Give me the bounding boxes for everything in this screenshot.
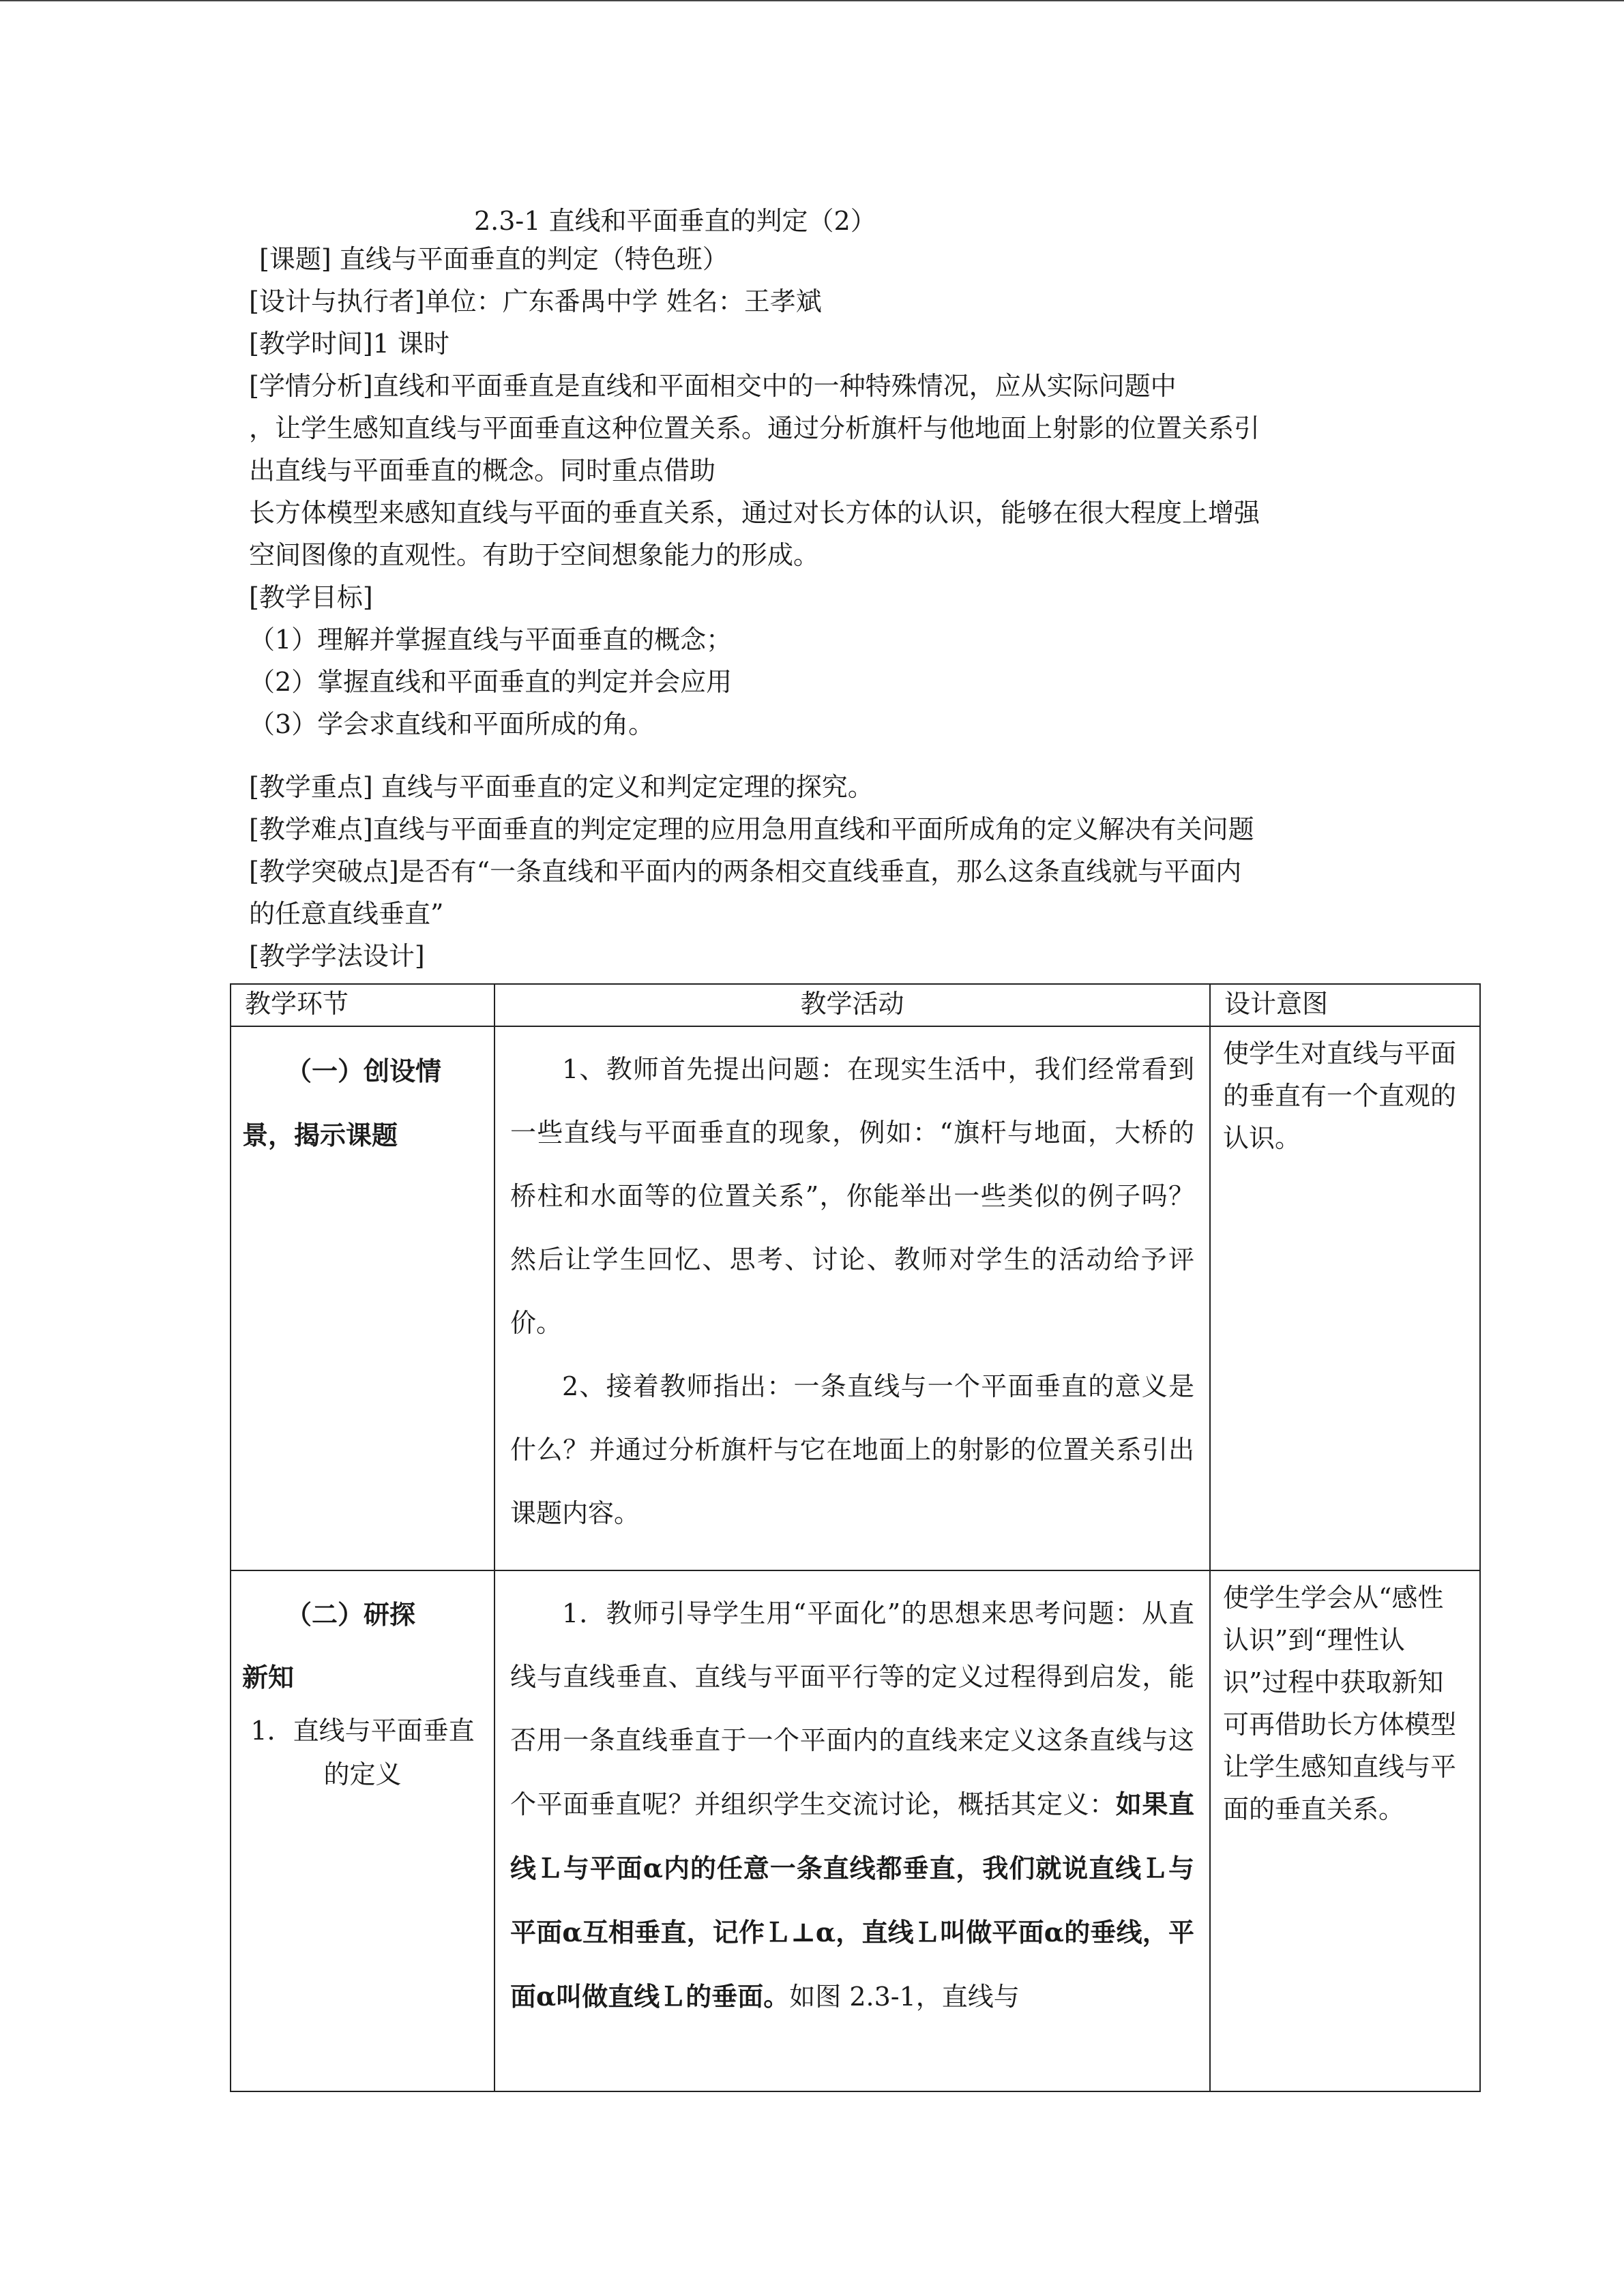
difficulty: [教学难点]直线与平面垂直的判定定理的应用急用直线和平面所成角的定义解决有关问题 (249, 814, 1254, 844)
goal-item: （2）掌握直线和平面垂直的判定并会应用 (249, 667, 733, 697)
activity-cell (494, 1570, 1210, 2091)
stage-cell (231, 1570, 494, 2091)
method-heading: [教学学法设计] (249, 941, 425, 971)
breakthrough-line: [教学突破点]是否有“一条直线和平面内的两条相交直线垂直，那么这条直线就与平面内 (249, 856, 1242, 886)
table-row (231, 1026, 1480, 1570)
analysis-line: ，让学生感知直线与平面垂直这种位置关系。通过分析旗杆与他地面上射影的位置关系引 (249, 413, 1260, 443)
header-intent: 设计意图 (1210, 984, 1480, 1026)
key-point: [教学重点] 直线与平面垂直的定义和判定定理的探究。 (249, 772, 874, 802)
activity-paragraph: 2、接着教师指出：一条直线与一个平面垂直的意义是什么？并通过分析旗杆与它在地面上的射影的位置关系引出课题内容。 (510, 1371, 1194, 1528)
stage-cell (231, 1026, 494, 1570)
header-activity: 教学活动 (494, 984, 1210, 1026)
analysis-line: 出直线与平面垂直的概念。同时重点借助 (249, 456, 716, 486)
definition-text: 如果直线Ｌ与平面α内的任意一条直线都垂直，我们就说直线Ｌ与平面α互相垂直，记作Ｌ⊥α，直线Ｌ叫做平面α的垂线，平面α叫做直线Ｌ的垂面。 (510, 1789, 1194, 2012)
table-header-row (231, 984, 1480, 1026)
analysis-line: 空间图像的直观性。有助于空间想象能力的形成。 (249, 540, 820, 570)
analysis-line: 长方体模型来感知直线与平面的垂直关系，通过对长方体的认识，能够在很大程度上增强 (249, 498, 1260, 528)
breakthrough-line: 的任意直线垂直” (249, 899, 444, 929)
page-title: 2.3-1 直线和平面垂直的判定（2） (474, 206, 876, 236)
table-row (231, 1570, 1480, 2091)
stage-title: （二）研探 新知 (242, 1599, 416, 1693)
intent-cell: 使学生学会从“感性认识”到“理性认识”过程中获取新知可再借助长方体模型让学生感知直线与平面的垂直关系。 (1210, 1570, 1480, 2091)
analysis-line: [学情分析]直线和平面垂直是直线和平面相交中的一种特殊情况，应从实际问题中 (249, 371, 1177, 401)
goal-item: （3）学会求直线和平面所成的角。 (249, 709, 655, 739)
teaching-time: [教学时间]1 课时 (249, 329, 449, 359)
header-stage: 教学环节 (231, 984, 494, 1026)
activity-paragraph: 1、教师首先提出问题：在现实生活中，我们经常看到一些直线与平面垂直的现象，例如：“旗杆与地面，大桥的桥柱和水面等的位置关系”，你能举出一些类似的例子吗？然后让学生回忆、思考、讨论、教师对学生的活动给予评价。 (510, 1054, 1194, 1338)
goals-heading: [教学目标] (249, 582, 373, 612)
lesson-plan-table (230, 983, 1481, 2092)
stage-title: （一）创设情 景，揭示课题 (242, 1056, 442, 1150)
stage-subtitle: 1．直线与平面垂直的定义 (250, 1716, 475, 1789)
goal-item: （1）理解并掌握直线与平面垂直的概念； (249, 625, 733, 655)
lesson-topic: [课题] 直线与平面垂直的判定（特色班） (259, 244, 728, 274)
activity-cell (494, 1026, 1210, 1570)
designer-info: [设计与执行者]单位：广东番禺中学 姓名：王孝斌 (249, 286, 822, 316)
intent-cell: 使学生对直线与平面的垂直有一个直观的认识。 (1210, 1026, 1480, 1570)
page-top-border (0, 0, 1624, 1)
activity-paragraph: 1．教师引导学生用“平面化”的思想来思考问题：从直线与直线垂直、直线与平面平行等的定义过程得到启发，能否用一条直线垂直于一个平面内的直线来定义这条直线与这个平面垂直呢？并组织学生交流讨论，概括其定义：如果直线Ｌ与平面α内的任意一条直线都垂直，我们就说直线Ｌ与平面α互相垂直，记作Ｌ⊥α，直线Ｌ叫做平面α的垂线，平面α叫做直线Ｌ的垂面。如图 2.3-1，直线与 (510, 1598, 1194, 2012)
